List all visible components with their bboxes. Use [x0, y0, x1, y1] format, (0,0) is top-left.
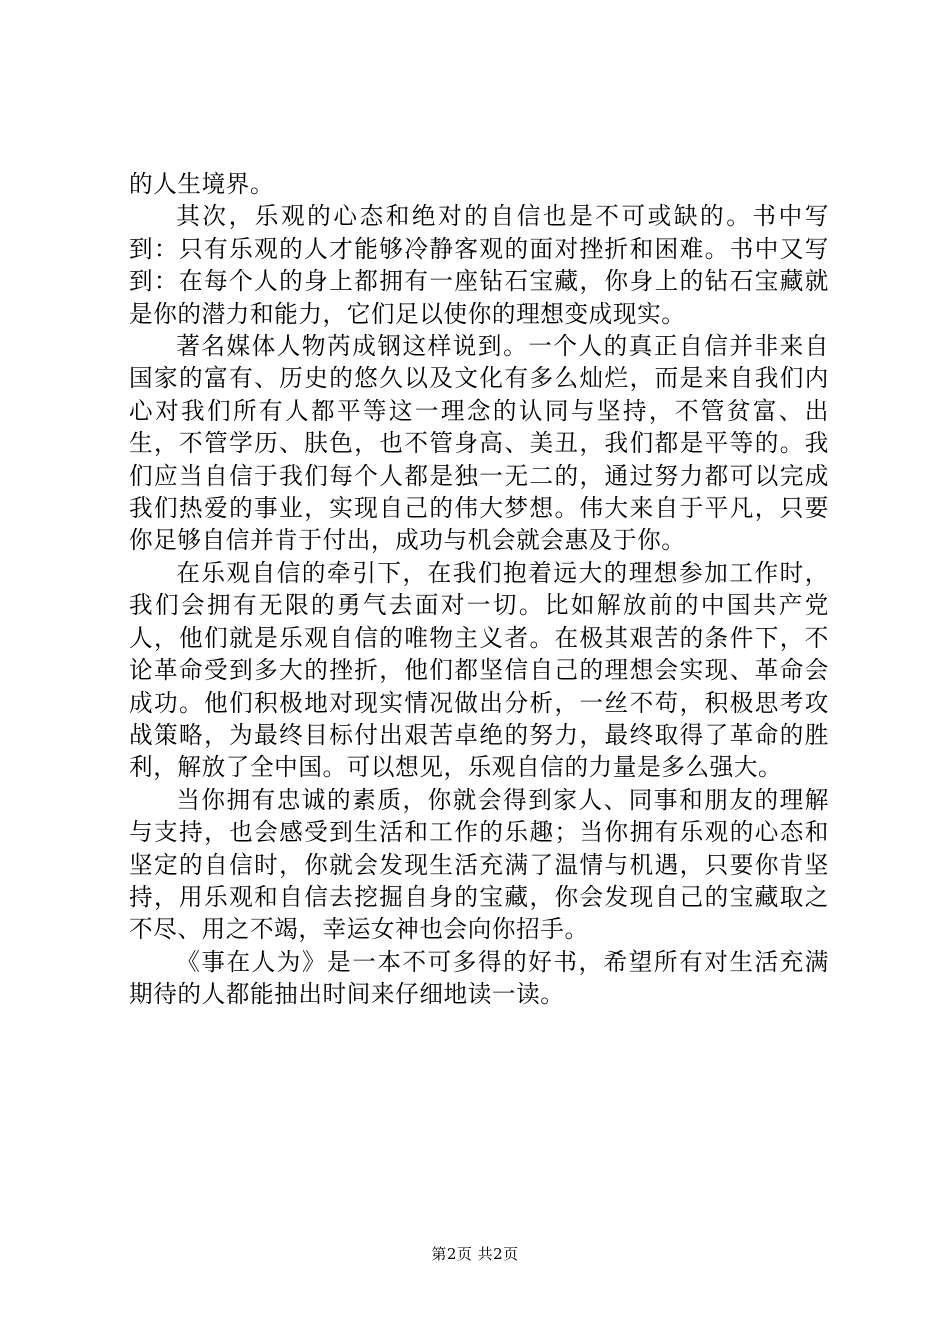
paragraph: 著名媒体人物芮成钢这样说到。一个人的真正自信并非来自国家的富有、历史的悠久以及文化有多么灿烂，而是来自我们内心对我们所有人都平等这一理念的认同与坚持，不管贫富、出生，不管学历、肤色，也不管身高、美丑，我们都是平等的。我们应当自信于我们每个人都是独一无二的，通过努力都可以完成我们热爱的事业，实现自己的伟大梦想。伟大来自于平凡，只要你足够自信并肯于付出，成功与机会就会惠及于你。 [129, 332, 829, 555]
paragraph-continuation: 的人生境界。 [129, 170, 275, 198]
paragraph: 《事在人为》是一本不可多得的好书，希望所有对生活充满期待的人都能抽出时间来仔细地读一读。 [129, 947, 829, 1009]
paragraph: 其次，乐观的心态和绝对的自信也是不可或缺的。书中写到：只有乐观的人才能够冷静客观的面对挫折和困难。书中又写到：在每个人的身上都拥有一座钻石宝藏，你身上的钻石宝藏就是你的潜力和能力，它们足以使你的理想变成现实。 [129, 202, 829, 328]
paragraph: 在乐观自信的牵引下，在我们抱着远大的理想参加工作时，我们会拥有无限的勇气去面对一切。比如解放前的中国共产党人，他们就是乐观自信的唯物主义者。在极其艰苦的条件下，不论革命受到多大的挫折，他们都坚信自己的理想会实现、革命会成功。他们积极地对现实情况做出分析，一丝不苟，积极思考攻战策略，为最终目标付出艰苦卓绝的努力，最终取得了革命的胜利，解放了全中国。可以想见，乐观自信的力量是多么强大。 [129, 558, 829, 782]
document-body [129, 168, 829, 1011]
page-number-footer: 第2页 共2页 [431, 1245, 519, 1263]
paragraph: 当你拥有忠诚的素质，你就会得到家人、同事和朋友的理解与支持，也会感受到生活和工作的乐趣；当你拥有乐观的心态和坚定的自信时，你就会发现生活充满了温情与机遇，只要你肯坚持，用乐观和自信去挖掘自身的宝藏，你会发现自己的宝藏取之不尽、用之不竭，幸运女神也会向你招手。 [129, 785, 829, 944]
